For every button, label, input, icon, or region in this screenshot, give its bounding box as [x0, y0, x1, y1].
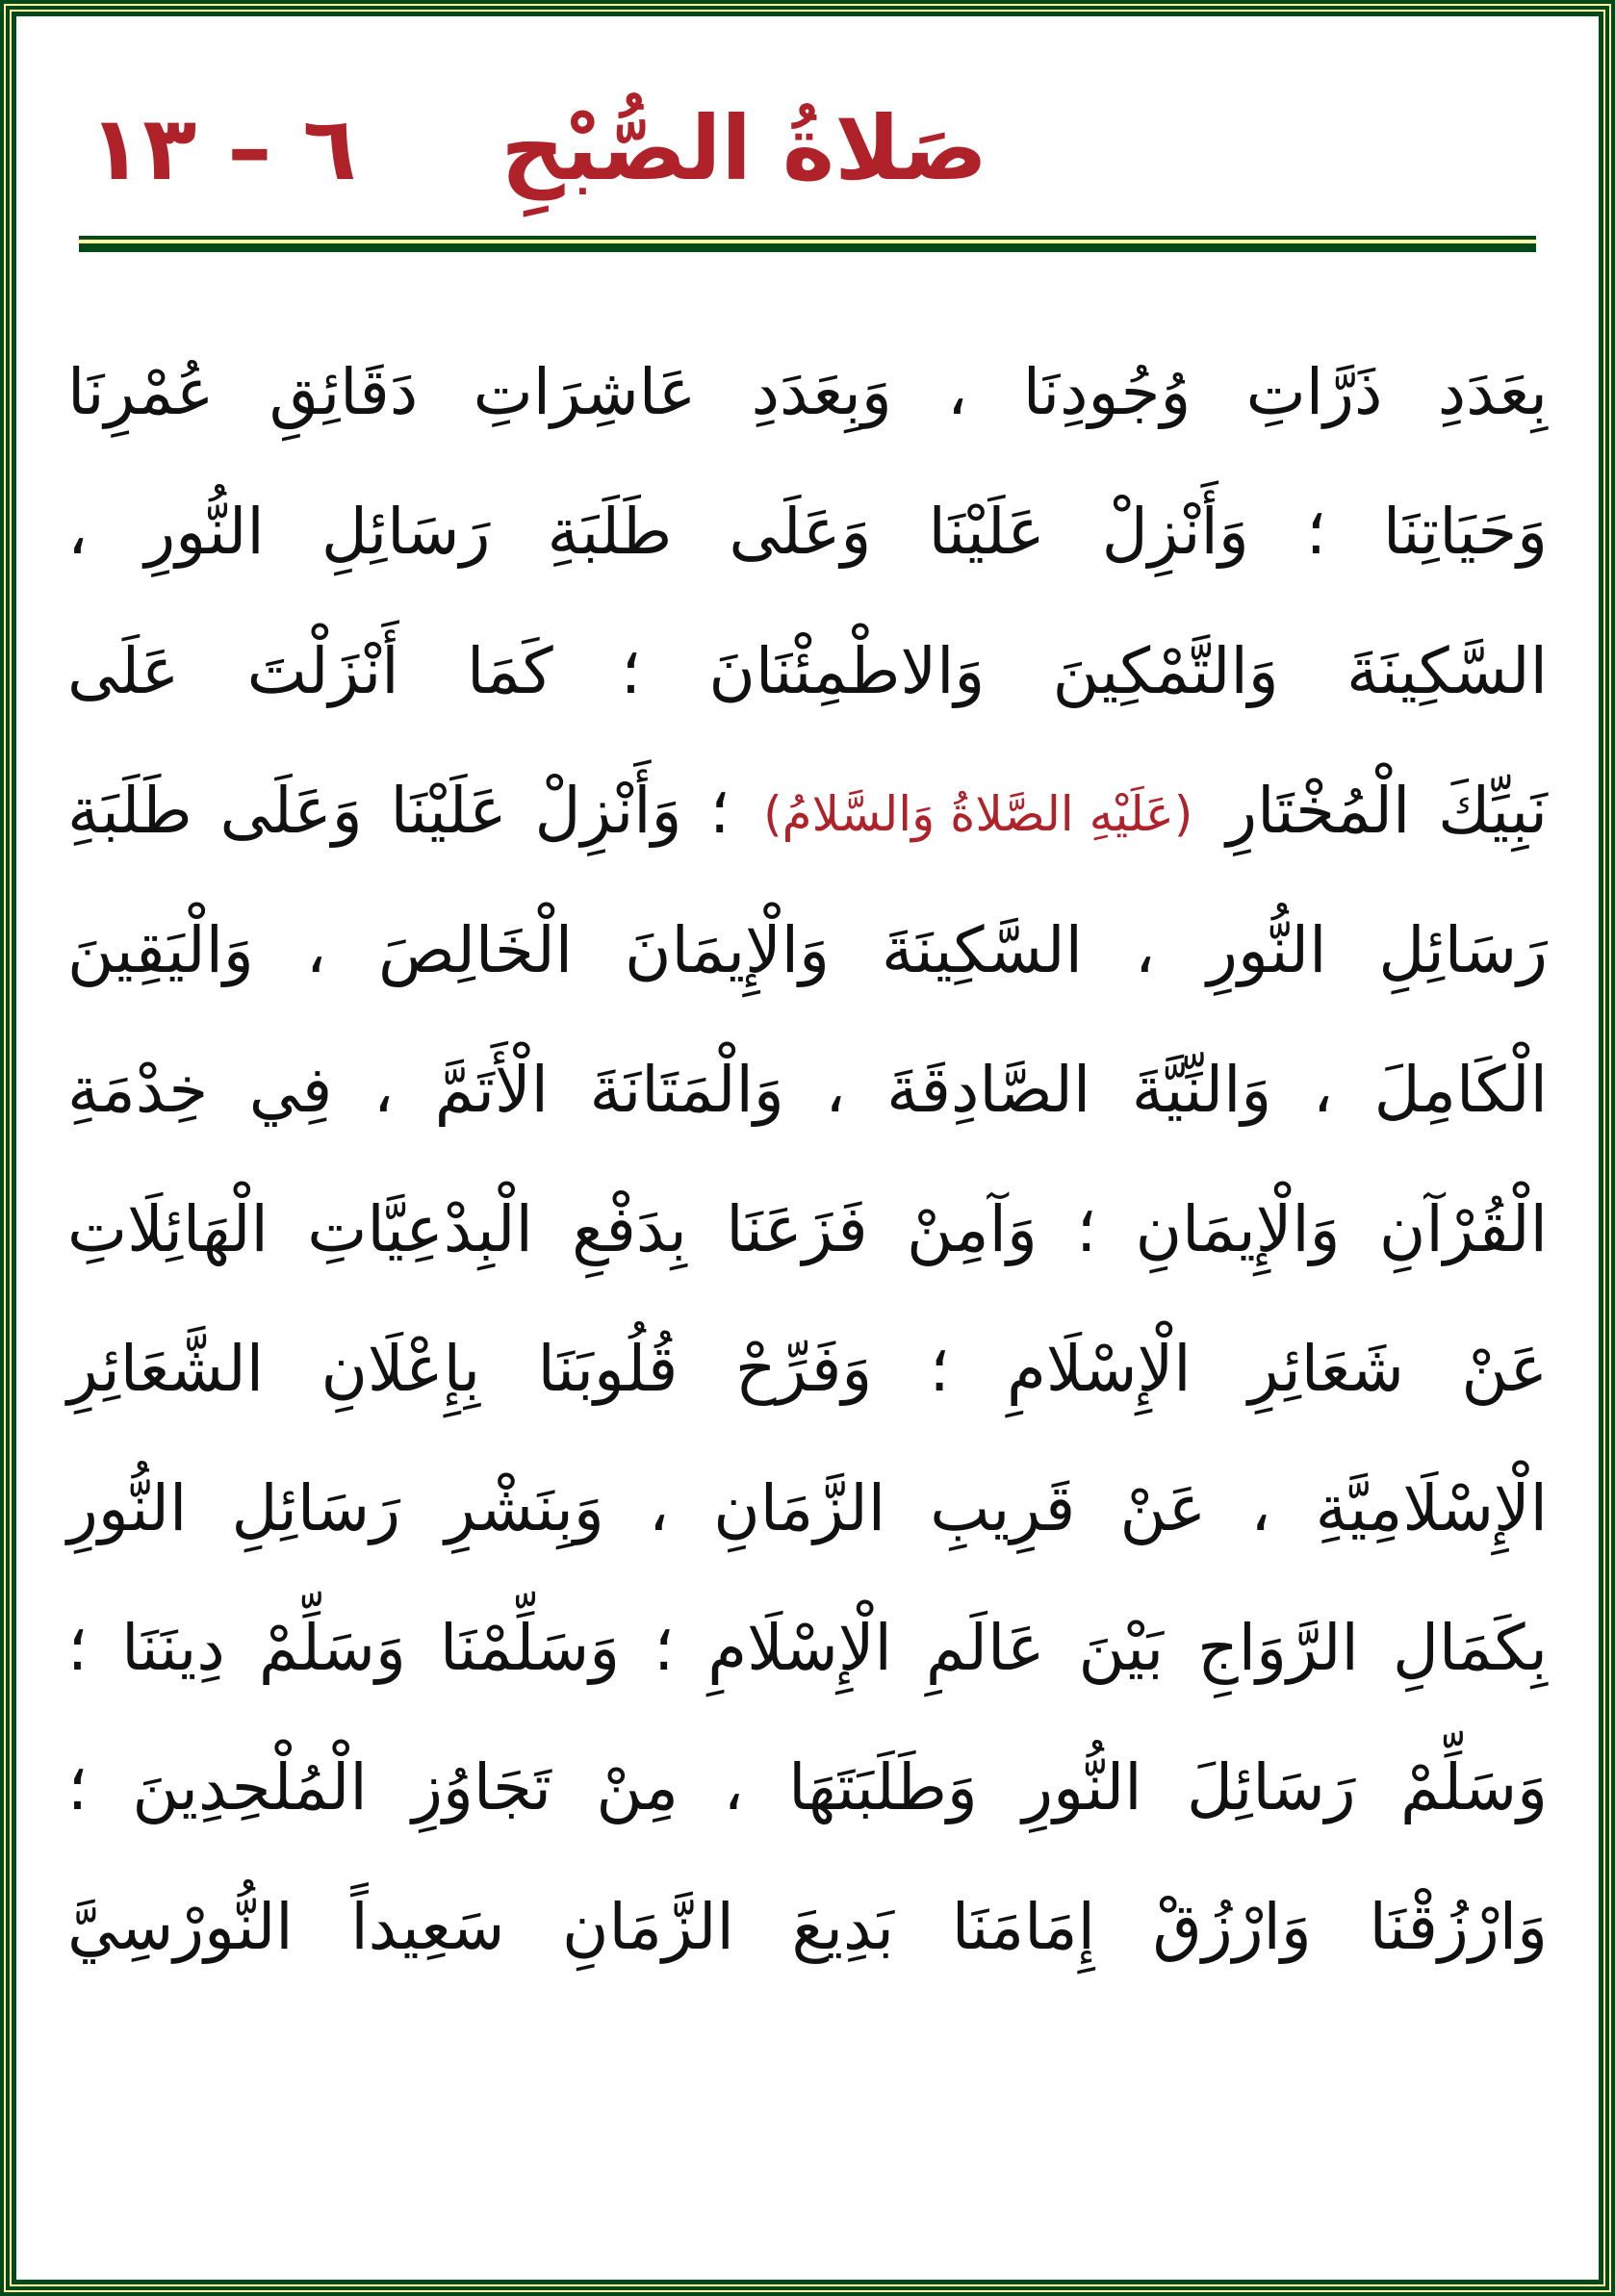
text-line: رَسَائِلِ النُّورِ ، السَّكِينَةَ وَالْإِيمَانَ الْخَالِصَ ، وَالْيَقِينَ — [67, 913, 1548, 987]
page-header — [79, 77, 1536, 221]
text-line: الْكَامِلَ ، وَالنِّيَّةَ الصَّادِقَةَ ، وَالْمَتَانَةَ الْأَتَمَّ ، فِي خِدْمَةِ — [67, 1053, 1548, 1127]
text-line: الْإِسْلَامِيَّةِ ، عَنْ قَرِيبِ الزَّمَانِ ، وَبِنَشْرِ رَسَائِلِ النُّورِ — [67, 1471, 1548, 1545]
divider-green-bottom — [79, 243, 1536, 252]
text-line: الْقُرْآنِ وَالْإِيمَانِ ؛ وَآمِنْ فَزَعَنَا بِدَفْعِ الْبِدْعِيَّاتِ الْهَائِلَاتِ — [67, 1192, 1548, 1266]
text-line: عَنْ شَعَائِرِ الْإِسْلَامِ ؛ وَفَرِّحْ قُلُوبَنَا بِإِعْلَانِ الشَّعَائِرِ — [67, 1332, 1548, 1406]
page-number: ٦ – ١٣ — [89, 97, 357, 200]
text-line: السَّكِينَةَ وَالتَّمْكِينَ وَالاطْمِئْنَانَ ؛ كَمَا أَنْزَلْتَ عَلَى — [67, 634, 1548, 708]
text-line: وَحَيَاتِنَا ؛ وَأَنْزِلْ عَلَيْنَا وَعَلَى طَلَبَةِ رَسَائِلِ النُّورِ ، — [67, 495, 1548, 569]
text-segment: ؛ وَأَنْزِلْ عَلَيْنَا وَعَلَى طَلَبَةِ — [67, 774, 731, 848]
prayer-text — [67, 322, 1548, 1997]
text-line-with-honorific — [67, 741, 1548, 880]
text-line: بِكَمَالِ الرَّوَاجِ بَيْنَ عَالَمِ الْإِسْلَامِ ؛ وَسَلِّمْنَا وَسَلِّمْ دِينَنَا ؛ — [67, 1611, 1548, 1685]
header-divider — [79, 236, 1536, 252]
honorific-ligature: (عَلَيْهِ الصَّلاةُ وَالسَّلامُ) — [763, 786, 1193, 843]
text-line: وَارْزُقْنَا وَارْزُقْ إِمَامَنَا بَدِيعَ الزَّمَانِ سَعِيداً النُّورْسِيَّ — [67, 1890, 1548, 1964]
text-segment: نَبِيِّكَ الْمُخْتَارِ — [1226, 774, 1548, 848]
page-title: صَلاةُ الصُّبْحِ — [500, 97, 987, 200]
text-line: بِعَدَدِ ذَرَّاتِ وُجُودِنَا ، وَبِعَدَدِ عَاشِرَاتِ دَقَائِقِ عُمْرِنَا — [67, 355, 1548, 429]
text-line: وَسَلِّمْ رَسَائِلَ النُّورِ وَطَلَبَتَهَا ، مِنْ تَجَاوُزِ الْمُلْحِدِينَ ؛ — [67, 1750, 1548, 1824]
